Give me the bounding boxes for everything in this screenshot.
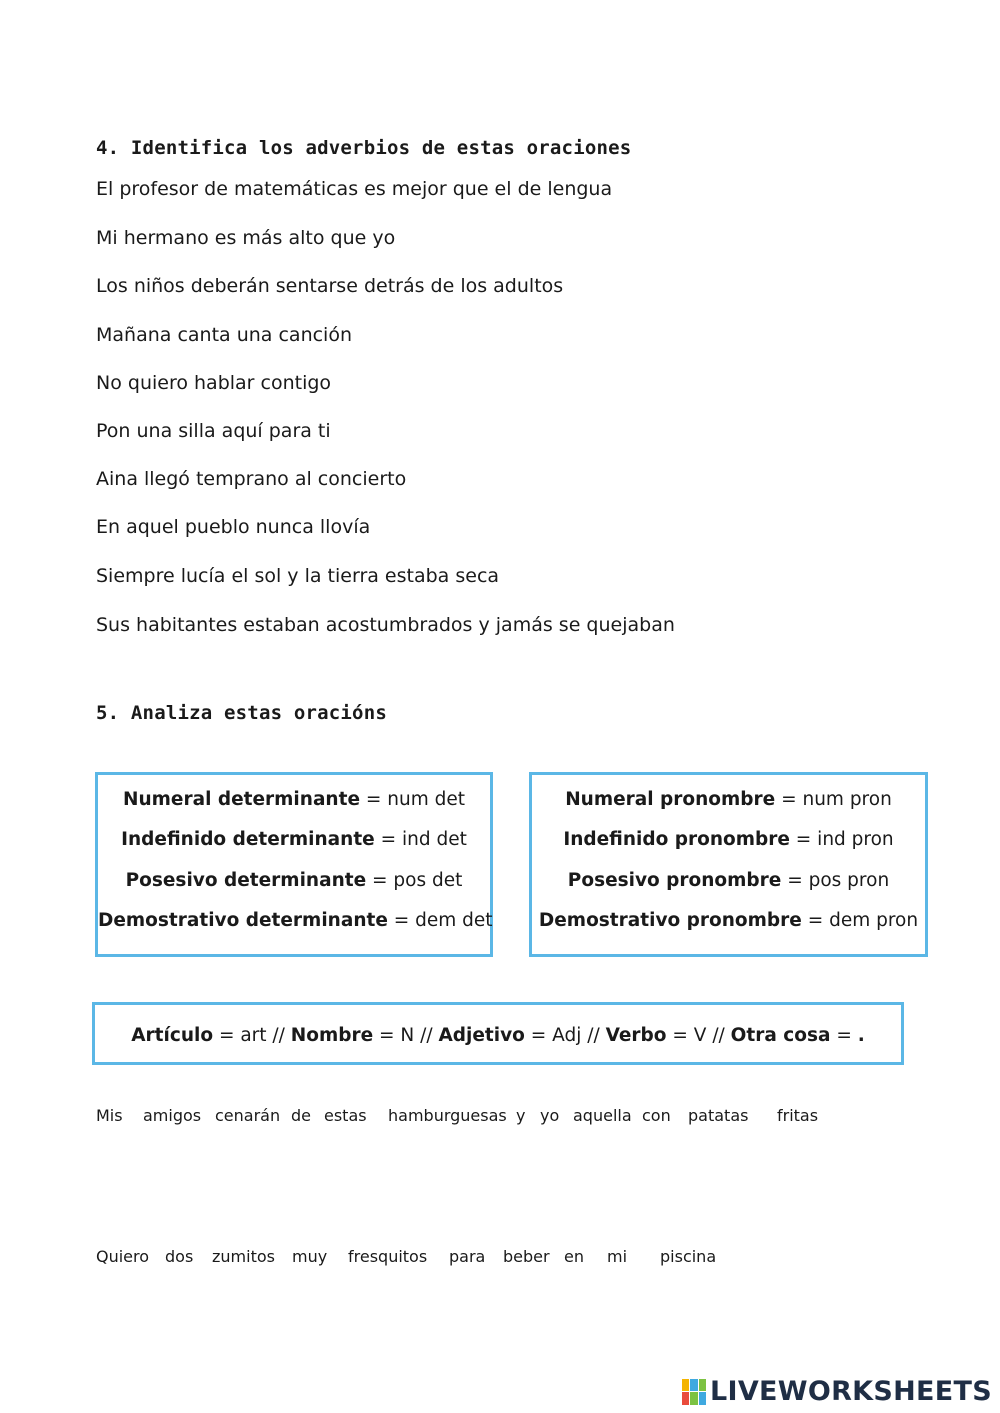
- analysis-word: amigos: [143, 1106, 202, 1125]
- sentence-3: Los niños deberán sentarse detrás de los adultos: [96, 275, 564, 297]
- legend-box: [92, 1002, 904, 1065]
- analysis-word: patatas: [688, 1106, 749, 1125]
- det-line-numeral: Numeral determinante = num det: [122, 789, 465, 810]
- liveworksheets-logo-icon: [682, 1379, 706, 1405]
- analysis-word: fresquitos: [348, 1247, 428, 1266]
- sentence-5: No quiero hablar contigo: [96, 372, 332, 394]
- pron-line-demostrativo: Demostrativo pronombre = dem pron: [538, 910, 919, 931]
- sentence-9: Siempre lucía el sol y la tierra estaba seca: [96, 565, 500, 587]
- analysis-word: piscina: [660, 1247, 717, 1266]
- analysis-word: estas: [324, 1106, 367, 1125]
- analysis-word: zumitos: [212, 1247, 275, 1266]
- sentence-6: Pon una silla aquí para ti: [96, 420, 331, 442]
- analysis-word: yo: [540, 1106, 560, 1125]
- sentence-10: Sus habitantes estaban acostumbrados y jamás se quejaban: [96, 614, 675, 636]
- pronombres-box: [529, 772, 928, 957]
- analysis-word: mi: [607, 1247, 628, 1266]
- analysis-word: de: [291, 1106, 311, 1125]
- legend-line: Artículo = art // Nombre = N // Adjetivo = Adj // Verbo = V // Otra cosa = .: [131, 1025, 865, 1046]
- sentence-7: Aina llegó temprano al concierto: [96, 468, 407, 490]
- analysis-word: con: [642, 1106, 671, 1125]
- analysis-word: y: [516, 1106, 526, 1125]
- analysis-word: para: [449, 1247, 486, 1266]
- det-line-posesivo: Posesivo determinante = pos det: [125, 870, 463, 891]
- analysis-word: Quiero: [96, 1247, 150, 1266]
- analysis-word: beber: [503, 1247, 550, 1266]
- pron-line-posesivo: Posesivo pronombre = pos pron: [567, 870, 890, 891]
- liveworksheets-logo[interactable]: [682, 1376, 992, 1407]
- sentence-4: Mañana canta una canción: [96, 324, 352, 346]
- analysis-word: hamburguesas: [388, 1106, 507, 1125]
- analysis-word: cenarán: [215, 1106, 281, 1125]
- analysis-word: muy: [292, 1247, 328, 1266]
- analysis-word: dos: [165, 1247, 194, 1266]
- determinantes-box: [95, 772, 493, 957]
- sentence-8: En aquel pueblo nunca llovía: [96, 516, 371, 538]
- section-5-title: 5. Analiza estas oracións: [96, 702, 387, 724]
- sentence-2: Mi hermano es más alto que yo: [96, 227, 396, 249]
- analysis-word: en: [564, 1247, 584, 1266]
- section-4-title: 4. Identifica los adverbios de estas oraciones: [96, 137, 632, 159]
- det-line-demostrativo: Demostrativo determinante = dem det: [98, 910, 493, 931]
- liveworksheets-logo-text: LIVEWORKSHEETS: [709, 1376, 992, 1407]
- analysis-word: aquella: [573, 1106, 632, 1125]
- pron-line-numeral: Numeral pronombre = num pron: [565, 789, 892, 810]
- analysis-word: Mis: [96, 1106, 123, 1125]
- sentence-1: El profesor de matemáticas es mejor que el de lengua: [96, 178, 613, 200]
- det-line-indefinido: Indefinido determinante = ind det: [121, 829, 467, 850]
- pron-line-indefinido: Indefinido pronombre = ind pron: [563, 829, 894, 850]
- analysis-word: fritas: [777, 1106, 819, 1125]
